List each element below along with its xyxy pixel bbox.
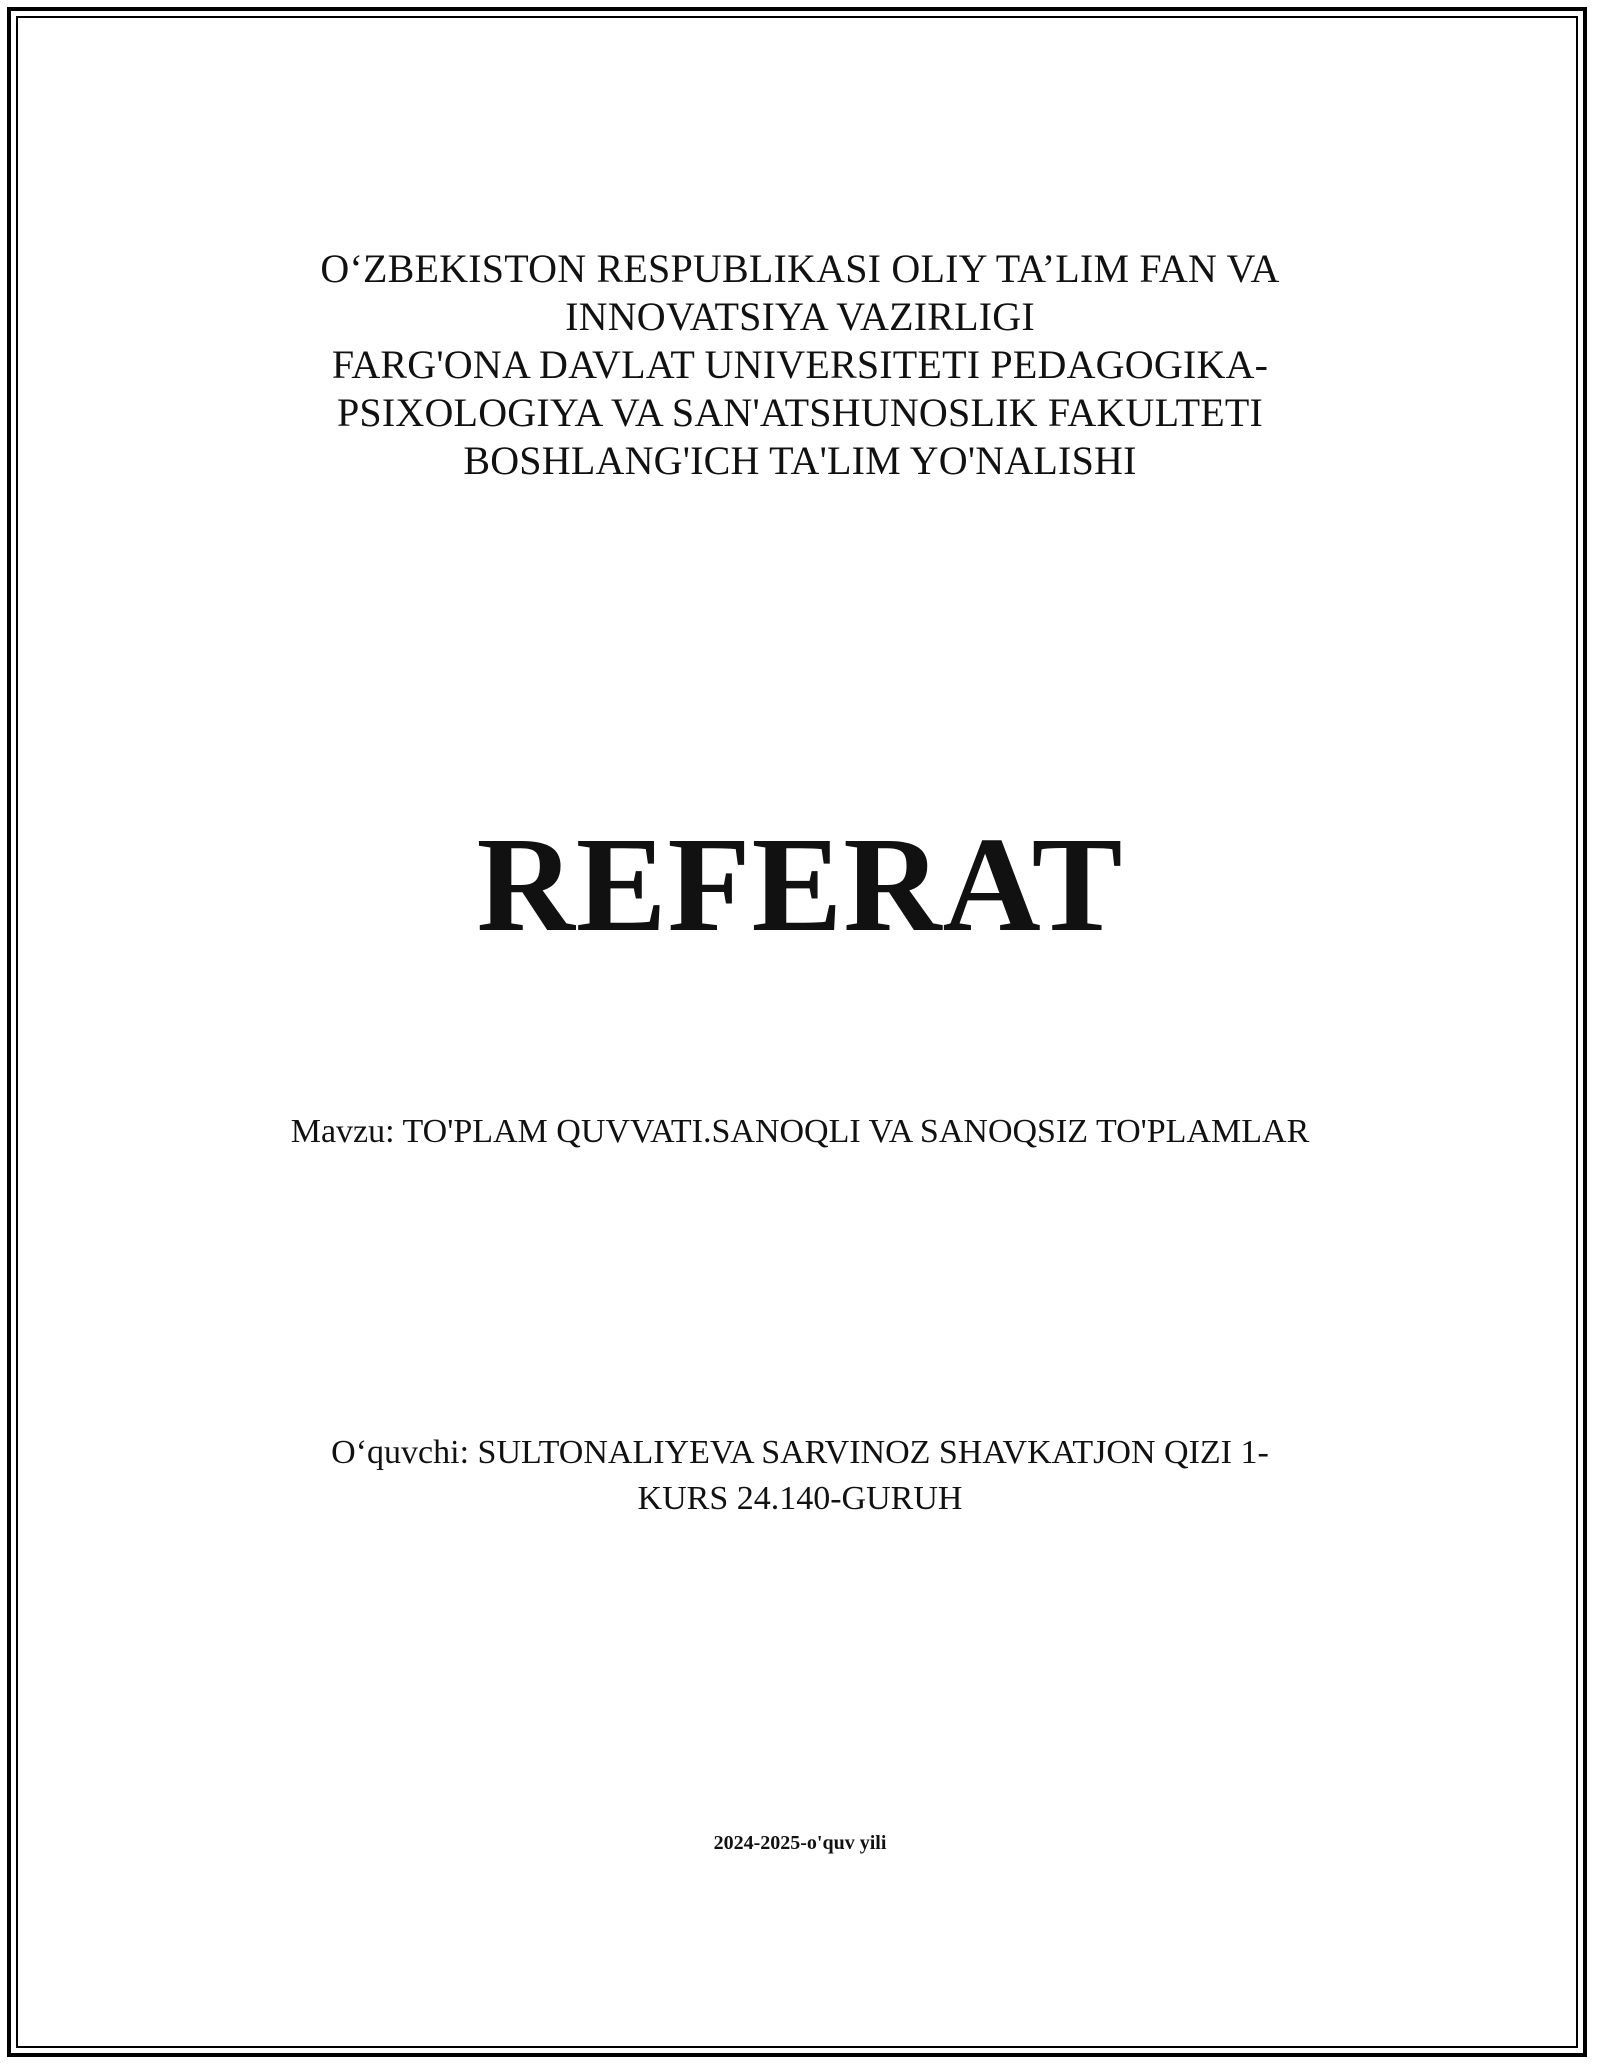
document-title: REFERAT <box>476 810 1124 960</box>
header-line-2: INNOVATSIYA VAZIRLIGI <box>565 294 1035 339</box>
student-line-2: KURS 24.140-GURUH <box>637 1480 963 1517</box>
institution-header <box>0 245 1600 485</box>
academic-year: 2024-2025-o'quv yili <box>713 1832 887 1854</box>
header-line-4: PSIXOLOGIYA VA SAN'ATSHUNOSLIK FAKULTETI <box>336 390 1264 435</box>
header-line-3: FARG'ONA DAVLAT UNIVERSITETI PEDAGOGIKA- <box>331 342 1269 387</box>
student-info <box>0 1430 1600 1522</box>
header-line-1: O‘ZBEKISTON RESPUBLIKASI OLIY TA’LIM FAN VA <box>320 246 1280 291</box>
student-line-1: O‘quvchi: SULTONALIYEVA SARVINOZ SHAVKATJON QIZI 1- <box>331 1434 1269 1471</box>
header-line-5: BOSHLANG'ICH TA'LIM YO'NALISHI <box>463 438 1137 483</box>
topic-line: Mavzu: TO'PLAM QUVVATI.SANOQLI VA SANOQSIZ TO'PLAMLAR <box>290 1113 1310 1150</box>
